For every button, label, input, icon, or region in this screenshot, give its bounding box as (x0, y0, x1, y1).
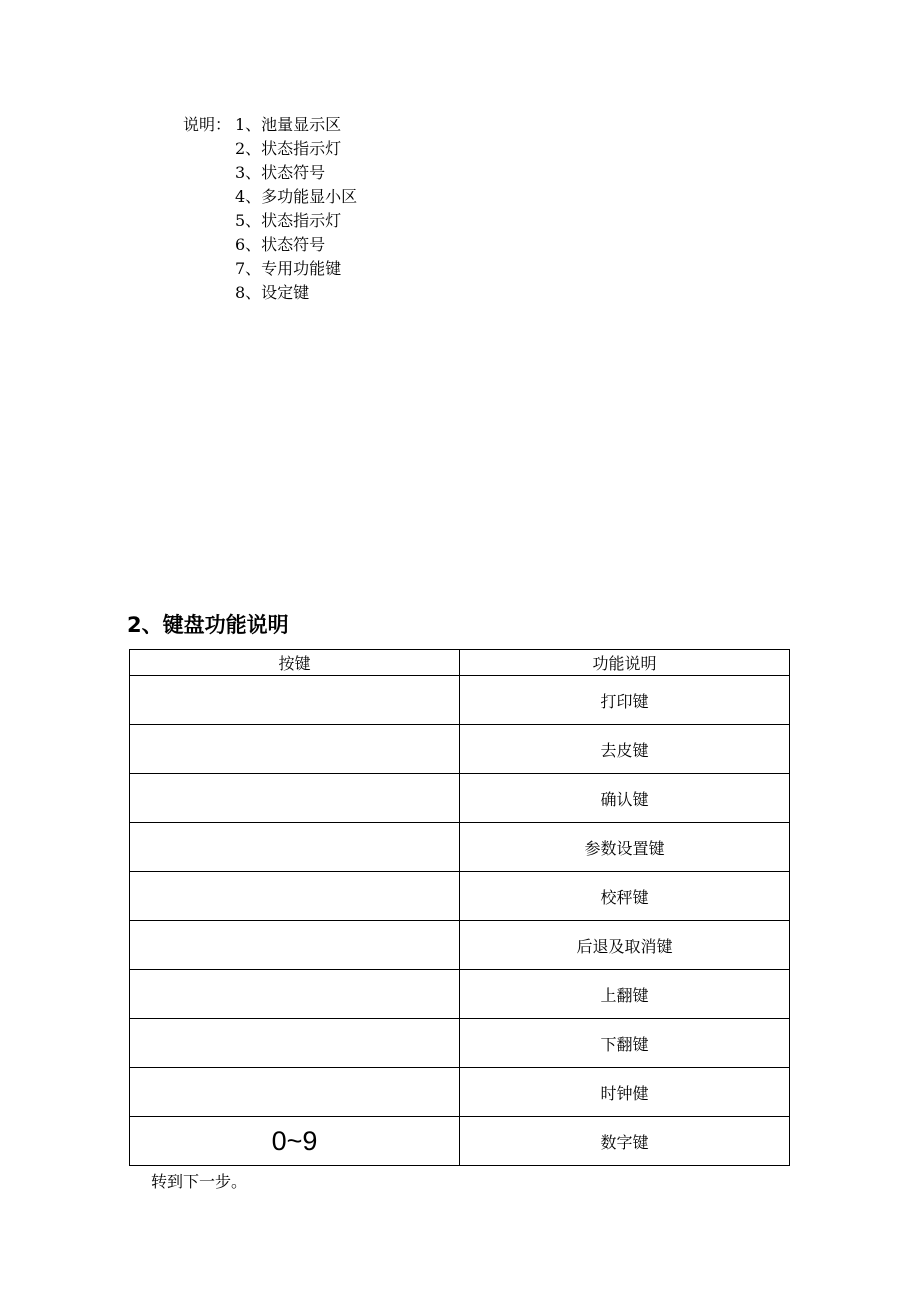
key-cell (130, 725, 460, 774)
table-row (130, 872, 790, 921)
legend-item (183, 233, 357, 257)
key-cell (130, 1068, 460, 1117)
function-cell: 校秤键 (460, 872, 790, 921)
function-cell: 上翻键 (460, 970, 790, 1019)
legend-item (183, 281, 357, 305)
legend-item (183, 257, 357, 281)
table-row (130, 1019, 790, 1068)
table-row (130, 1068, 790, 1117)
key-cell (130, 970, 460, 1019)
legend-item-text: 3、状态符号 (235, 163, 326, 182)
legend-item-text: 1、池量显示区 (235, 115, 342, 134)
table-row (130, 970, 790, 1019)
function-cell: 下翻键 (460, 1019, 790, 1068)
section-heading: 2、键盘功能说明 (127, 613, 289, 637)
function-cell: 去皮键 (460, 725, 790, 774)
legend-item (183, 209, 357, 233)
key-cell (130, 1019, 460, 1068)
table-row (130, 676, 790, 725)
legend-item-text: 2、状态指示灯 (235, 139, 342, 158)
table-row (130, 1117, 790, 1166)
table-header-row (130, 650, 790, 676)
function-cell: 后退及取消键 (460, 921, 790, 970)
table-row (130, 921, 790, 970)
table-row (130, 774, 790, 823)
keyboard-function-table (129, 649, 790, 1166)
legend-item-text: 7、专用功能键 (235, 259, 342, 278)
legend-item (183, 137, 357, 161)
key-cell: 0~9 (130, 1117, 460, 1166)
key-cell (130, 823, 460, 872)
key-cell (130, 921, 460, 970)
legend-item-text: 8、设定键 (235, 283, 310, 302)
key-cell (130, 872, 460, 921)
table-row (130, 823, 790, 872)
legend-notes (183, 113, 357, 305)
legend-item-text: 6、状态符号 (235, 235, 326, 254)
function-cell: 数字键 (460, 1117, 790, 1166)
legend-item-text: 4、多功能显小区 (235, 187, 358, 206)
legend-item (183, 161, 357, 185)
table-header-key: 按键 (130, 650, 460, 676)
legend-item (183, 185, 357, 209)
function-cell: 时钟健 (460, 1068, 790, 1117)
key-cell (130, 774, 460, 823)
footer-note: 转到下一步。 (151, 1172, 248, 1191)
function-cell: 打印键 (460, 676, 790, 725)
key-cell (130, 676, 460, 725)
table-row (130, 725, 790, 774)
legend-item (183, 113, 357, 137)
function-cell: 确认键 (460, 774, 790, 823)
function-cell: 参数设置键 (460, 823, 790, 872)
legend-lead-label: 说明： (183, 115, 232, 134)
table-header-function: 功能说明 (460, 650, 790, 676)
legend-item-text: 5、状态指示灯 (235, 211, 342, 230)
